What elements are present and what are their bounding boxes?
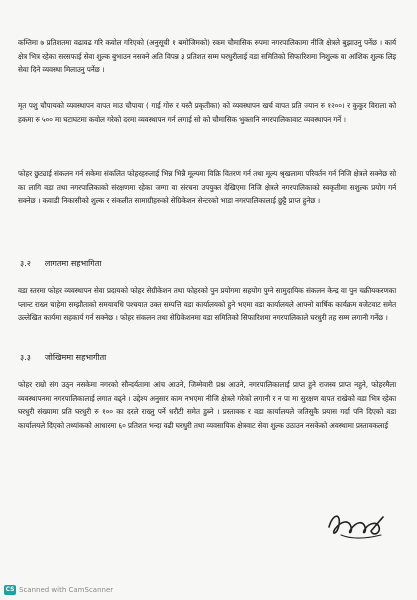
section-number: ३.३ [20, 353, 31, 362]
section-heading-risk-sharing [20, 351, 106, 364]
watermark-text: Scanned with CamScanner [19, 586, 114, 594]
paragraph-ward-collaboration: वडा स्तरमा फोहर व्यवस्थापन सेवा प्रदायको फोहर सेग्रीकेशन तथा फोहरको पुन प्रयोगमा सहयोग पुग्ने सामुदायिक संकलन केन्द्र वा पुन चक्रीयकरणका प्लान्ट राख्न चाहेमा सम्झौताको समयावधि पश्चयात उक्त सम्पत्ति वडा कार्यालयको हुने भएमा वडा कार्यालयले आफ्नो वार्षिक कार्यक्रम वजेटवाट समेत उल्लेखित कार्यमा सहकार्य गर्न सक्नेछ । फोहर संकलन तथा सेग्रिकेशनमा वडा समितिको सिफारिशमा नगरपालिकाले घरधुरी तह सम्म लगानी गर्नेछ । [18, 286, 396, 323]
scanner-watermark [4, 585, 113, 595]
section-number: ३.२ [20, 259, 31, 268]
paragraph-dead-animal-management: मृत पशु चौपायको व्यवस्थापन वापत माउ चौपाया ( गाई गोरु र यस्तै प्रकृतीका) को व्यवस्थापन खर्च वापत प्रति ज्यान रु १२००। र कुकुर विराला को हकमा रु ५०० मा घटाघटमा कवोल गरेको दरमा व्यवस्थापन गर्न लगाई सो को चौमासिक भुक्तानि नगरपालिकावाट व्यवस्थापन गर्ने । [18, 101, 396, 124]
camscanner-logo-icon: CS [5, 586, 15, 593]
paragraph-waste-segregation: फोहर छुट्याई संकलन गर्न सकेमा संकलित फोहरहरुलाई भिन्न भिन्नै मूल्यमा विक्रि वितरण गर्न तथा मूल्य श्रृखलामा परिवर्तन गर्न निजि क्षेत्रले सक्नेछ सो का लागि वडा तथा नगरपालिकाको संरक्षणमा रहेका जग्गा वा संरचना उपयुक्त देखिएमा निजि क्षेत्रले नगरपालिकाको स्वकृतीमा सशुल्क प्रयोग गर्न सक्नेछ । कवाडी निकासीको शुल्क र संकलीत सामाग्रीहरुको सेग्रिकेशन सेन्टरको भाडा नगरपालिकालाई छुट्टै प्राप्त हुनेछ । [18, 169, 396, 206]
paragraph-service-fee: कम्तिमा ७ प्रतिशतमा वढावढ गरि कवोल गरिएको (अनुसूची १ बमोजिमको) रकम चौमासिक रुपमा नगरपालिकामा नीजि क्षेत्रले बुझाउनु पर्नेछ । कार्य क्षेत्र भित्र रहेका सरसफाई सेवा शुल्क बुभाउन नसक्ने अति विपन्न ३ प्रतिशत सम्म घरधुरीलाई वडा समितिको सिफारिशमा निशुल्क वा आंशिक शुल्क लिइ सेवा दिने व्यवस्था मिलाउनु पर्नेछ । [18, 38, 396, 75]
section-title: जोखिममा सहभागीता [44, 353, 107, 362]
section-heading-cost-sharing [20, 257, 101, 270]
paragraph-risk-description: फोहर राम्रो संग उठ्न नसकेमा नगरको सौन्दर्यतामा आंच आउने, जिम्मेवारी प्रश्न आउने, नगरपालिकालाई प्राप्त हुने राजस्व प्राप्त नहुने, फोहरमैला व्यवस्थापनमा नगरपालिकालाई लगात वढ्ने । उद्देश्य अनुसार काम नभएमा नीजि क्षेत्रले गरेको लगानी र न पा मा सुरक्षण वापत राखेको वडा भित्र रहेका घरधुरी संख्यामा प्रति घरधुरी रु १०० का दरले राख्नु पर्ने धरौटी समेत डुब्ने । प्रस्तावक र वडा कार्यालयले जतिसुकै प्रयास गर्दा पनि दिएको वडा कार्यालयले दिएको तथ्यांकको आधारमा ६० प्रतिशत भन्दा वढी घरधुरी तथा व्यवसायिक क्षेत्रवाट सेवा शुल्क उठाउन नसकेको अवस्थामा प्रस्तावकलाई [18, 380, 396, 430]
section-title: लागतमा सहभागिता [44, 259, 102, 268]
handwritten-signature [321, 505, 391, 545]
